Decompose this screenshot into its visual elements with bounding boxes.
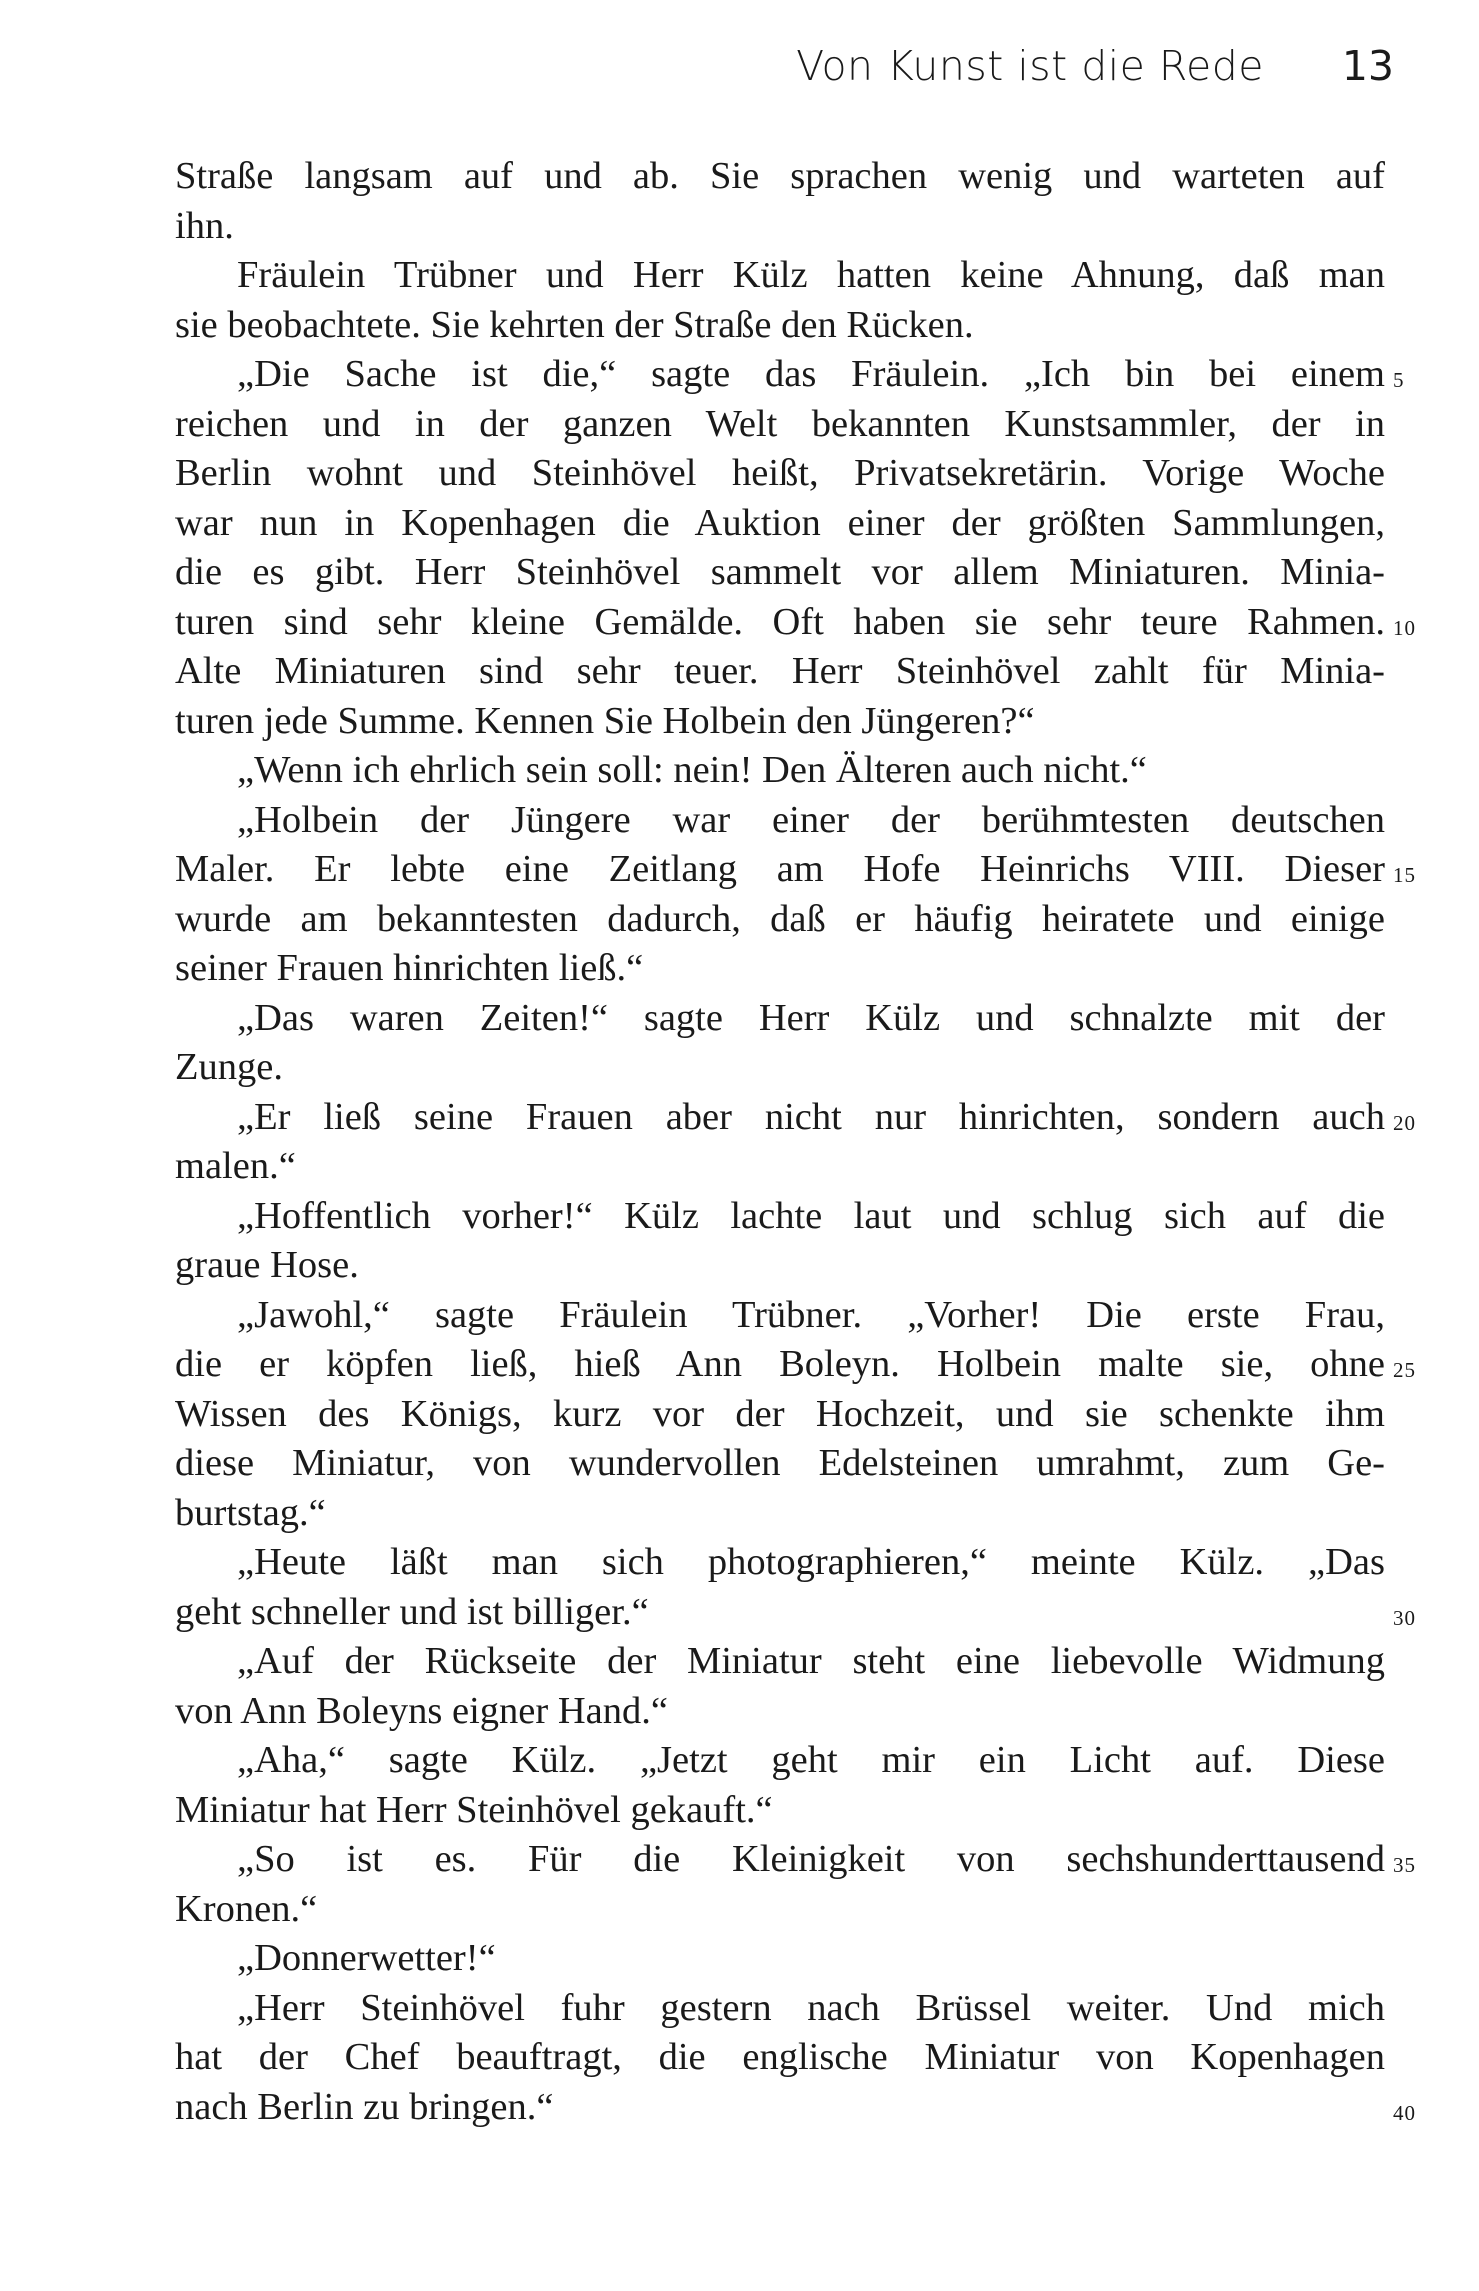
line-number: 30 <box>1393 1605 1416 1630</box>
line-text: Straße langsam auf und ab. Sie sprachen wenig und warteten auf <box>175 155 1385 197</box>
line-text: Fräulein Trübner und Herr Külz hatten keine Ahnung, daß man <box>237 254 1385 296</box>
text-line <box>175 499 1385 549</box>
line-text: „Das waren Zeiten!“ sagte Herr Külz und schnalzte mit der <box>237 996 1385 1039</box>
line-text: Berlin wohnt und Steinhövel heißt, Privatsekretärin. Vorige Woche <box>175 452 1385 494</box>
line-text: „Aha,“ sagte Külz. „Jetzt geht mir ein Licht auf. Diese <box>237 1739 1385 1781</box>
line-text: seiner Frauen hinrichten ließ.“ <box>175 947 644 989</box>
text-line <box>175 548 1385 598</box>
text-line <box>175 697 1385 747</box>
text-line <box>175 1093 1416 1143</box>
line-text: die es gibt. Herr Steinhövel sammelt vor allem Miniaturen. Minia- <box>175 551 1385 593</box>
text-line <box>175 746 1385 796</box>
body-text <box>175 152 1416 2132</box>
line-text: wurde am bekanntesten dadurch, daß er häufig heiratete und einige <box>175 897 1385 940</box>
text-line <box>175 1637 1385 1687</box>
text-line <box>175 1885 1385 1935</box>
line-number: 25 <box>1393 1358 1416 1382</box>
running-head <box>170 42 1394 112</box>
line-text: sie beobachtete. Sie kehrten der Straße den Rücken. <box>175 303 974 346</box>
text-line <box>175 1736 1385 1786</box>
line-text: Kronen.“ <box>175 1887 318 1930</box>
line-text: ihn. <box>175 204 234 247</box>
text-line <box>175 1489 1385 1539</box>
text-line <box>175 251 1385 301</box>
text-line <box>175 1588 1416 1638</box>
text-line <box>175 301 1385 351</box>
line-text: war nun in Kopenhagen die Auktion einer der größten Sammlungen, <box>175 501 1385 544</box>
text-line <box>175 152 1385 202</box>
line-text: „Jawohl,“ sagte Fräulein Trübner. „Vorher! Die erste Frau, <box>237 1293 1385 1336</box>
line-text: Miniatur hat Herr Steinhövel gekauft.“ <box>175 1788 773 1831</box>
text-line <box>175 400 1385 450</box>
line-text: hat der Chef beauftragt, die englische Miniatur von Kopenhagen <box>175 2036 1385 2078</box>
text-line <box>175 1934 1385 1984</box>
line-text: „Herr Steinhövel fuhr gestern nach Brüssel weiter. Und mich <box>237 1986 1385 2029</box>
text-line <box>175 796 1385 846</box>
text-line <box>175 944 1385 994</box>
text-line <box>175 845 1416 895</box>
text-line <box>175 1192 1385 1242</box>
text-line <box>175 598 1416 648</box>
line-number: 5 <box>1393 368 1405 392</box>
line-text: turen sind sehr kleine Gemälde. Oft haben sie sehr teure Rahmen. <box>175 600 1385 643</box>
text-line <box>175 1241 1385 1291</box>
line-text: „Hoffentlich vorher!“ Külz lachte laut und schlug sich auf die <box>237 1194 1385 1237</box>
text-line <box>175 1142 1385 1192</box>
line-text: Maler. Er lebte eine Zeitlang am Hofe Heinrichs VIII. Dieser <box>175 848 1385 890</box>
line-text: von Ann Boleyns eigner Hand.“ <box>175 1689 668 1732</box>
running-title: Von Kunst ist die Rede <box>796 42 1264 90</box>
line-number: 10 <box>1393 615 1416 640</box>
text-line <box>175 1786 1385 1836</box>
text-line <box>175 1390 1385 1440</box>
text-line <box>175 895 1385 945</box>
text-line <box>175 994 1385 1044</box>
line-text: „Heute läßt man sich photographieren,“ meinte Külz. „Das <box>237 1541 1385 1583</box>
line-text: geht schneller und ist billiger.“ <box>175 1590 649 1633</box>
text-line <box>175 1984 1385 2034</box>
line-text: burtstag.“ <box>175 1491 326 1534</box>
line-number: 15 <box>1393 863 1416 887</box>
line-text: „Donnerwetter!“ <box>237 1937 496 1979</box>
line-text: „Holbein der Jüngere war einer der berühmtesten deutschen <box>237 798 1385 841</box>
line-text: „Er ließ seine Frauen aber nicht nur hinrichten, sondern auch <box>237 1095 1385 1138</box>
text-line <box>175 2033 1385 2083</box>
line-text: nach Berlin zu bringen.“ <box>175 2085 554 2128</box>
line-text: graue Hose. <box>175 1244 359 1286</box>
line-text: „So ist es. Für die Kleinigkeit von sechshunderttausend <box>237 1838 1385 1880</box>
text-line <box>175 1538 1385 1588</box>
text-line <box>175 1439 1385 1489</box>
line-text: turen jede Summe. Kennen Sie Holbein den Jüngeren?“ <box>175 699 1035 742</box>
text-line <box>175 1835 1416 1885</box>
text-line <box>175 1340 1416 1390</box>
page-number: 13 <box>1341 42 1394 90</box>
line-text: reichen und in der ganzen Welt bekannten Kunstsammler, der in <box>175 402 1385 445</box>
line-text: diese Miniatur, von wundervollen Edelsteinen umrahmt, zum Ge- <box>175 1442 1385 1484</box>
text-line <box>175 202 1385 252</box>
text-line <box>175 1043 1385 1093</box>
line-text: „Die Sache ist die,“ sagte das Fräulein. „Ich bin bei einem <box>237 353 1385 395</box>
text-line <box>175 647 1385 697</box>
line-number: 35 <box>1393 1853 1416 1877</box>
text-line <box>175 449 1385 499</box>
line-text: „Wenn ich ehrlich sein soll: nein! Den Älteren auch nicht.“ <box>237 749 1147 791</box>
line-number: 40 <box>1393 2100 1416 2125</box>
line-text: die er köpfen ließ, hieß Ann Boleyn. Holbein malte sie, ohne <box>175 1343 1385 1385</box>
line-text: Alte Miniaturen sind sehr teuer. Herr Steinhövel zahlt für Minia- <box>175 650 1385 692</box>
line-text: malen.“ <box>175 1145 296 1187</box>
line-text: „Auf der Rückseite der Miniatur steht eine liebevolle Widmung <box>237 1640 1385 1682</box>
line-text: Wissen des Königs, kurz vor der Hochzeit, und sie schenkte ihm <box>175 1392 1385 1435</box>
text-line <box>175 1687 1385 1737</box>
text-line <box>175 2083 1416 2133</box>
text-line <box>175 350 1405 400</box>
line-text: Zunge. <box>175 1046 283 1088</box>
line-number: 20 <box>1393 1110 1416 1135</box>
text-line <box>175 1291 1385 1341</box>
